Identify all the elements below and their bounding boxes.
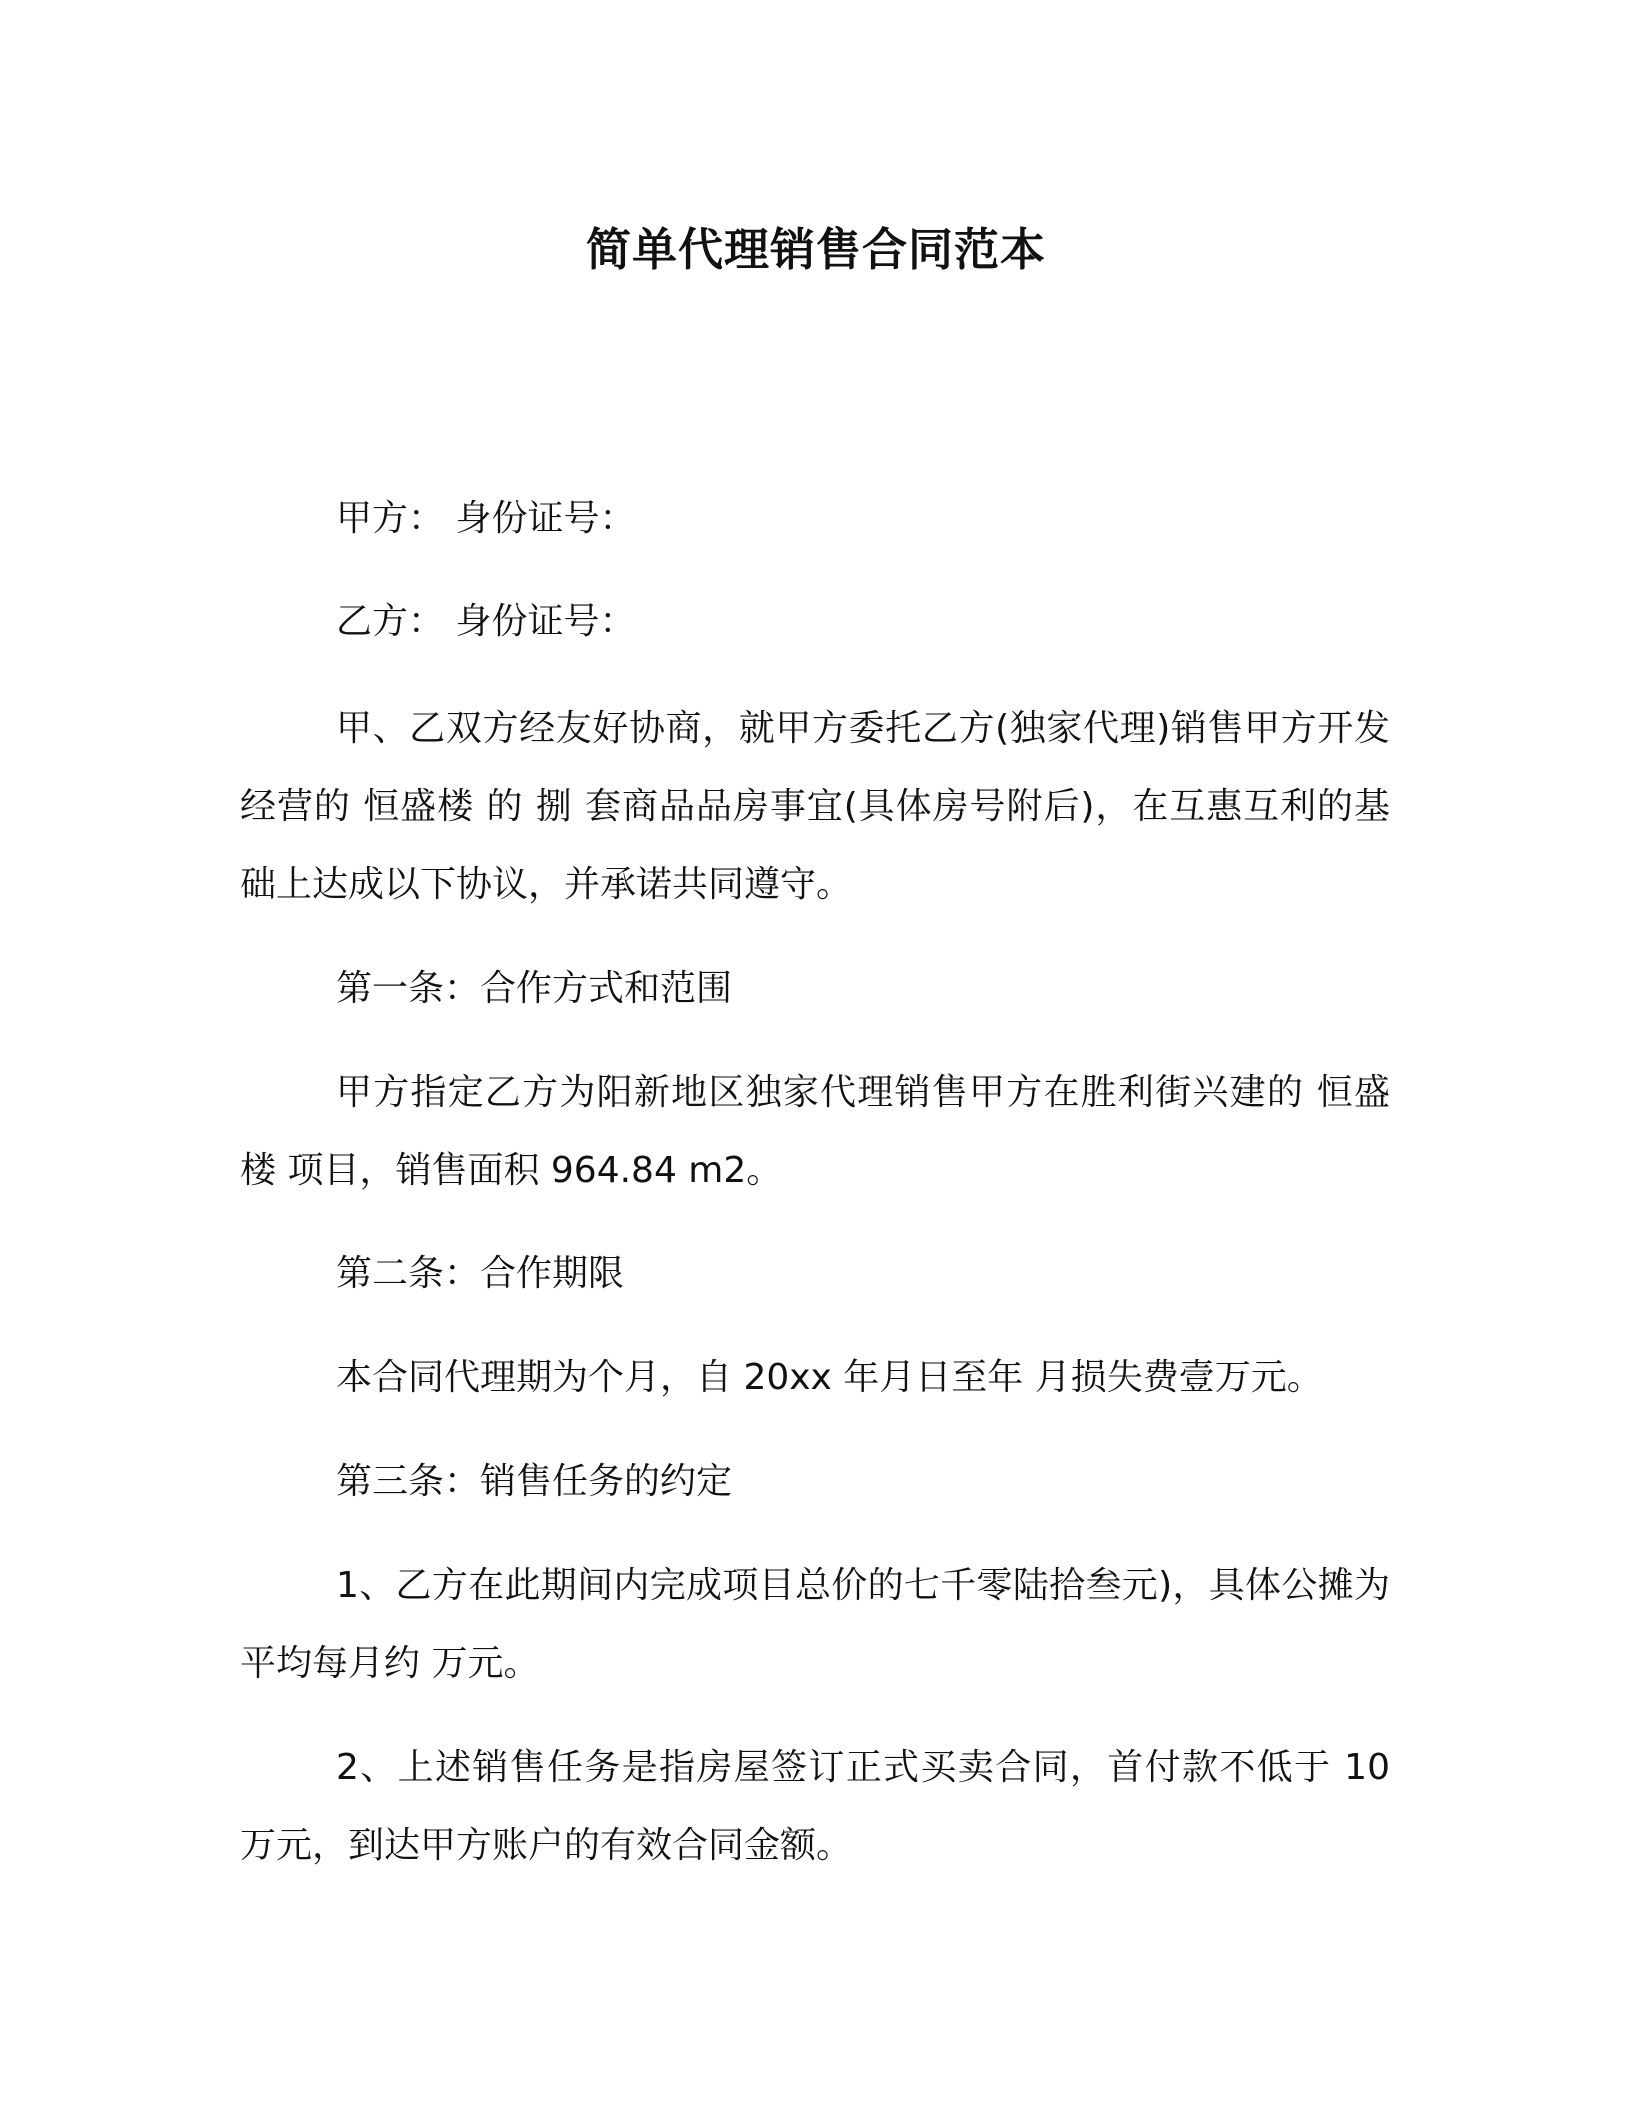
sales-task-item-2: 2、上述销售任务是指房屋签订正式买卖合同，首付款不低于 10 万元，到达甲方账户的有效合同金额。 [240,1747,1390,1866]
article-three-heading: 第三条：销售任务的约定 [336,1461,733,1502]
article-one-heading: 第一条：合作方式和范围 [336,968,733,1009]
article-two-heading: 第二条：合作期限 [336,1253,625,1294]
document-title: 简单代理销售合同范本 [585,223,1046,276]
sales-task-item-1: 1、乙方在此期间内完成项目总价的七千零陆拾叁元)，具体公摊为平均每月约 万元。 [240,1565,1390,1684]
party-b-line: 乙方： 身份证号： [336,601,636,642]
agreement-intro-paragraph: 甲、乙双方经友好协商，就甲方委托乙方(独家代理)销售甲方开发经营的 恒盛楼 的 捌 套商品品房事宜(具体房号附后)，在互惠互利的基础上达成以下协议，并承诺共同遵守。 [240,708,1390,905]
article-two-paragraph: 本合同代理期为个月，自 20xx 年月日至年 月损失费壹万元。 [336,1357,1323,1398]
article-one-paragraph: 甲方指定乙方为阳新地区独家代理销售甲方在胜利街兴建的 恒盛楼 项目，销售面积 964.84 m2。 [240,1072,1390,1191]
party-a-line: 甲方： 身份证号： [336,498,636,539]
